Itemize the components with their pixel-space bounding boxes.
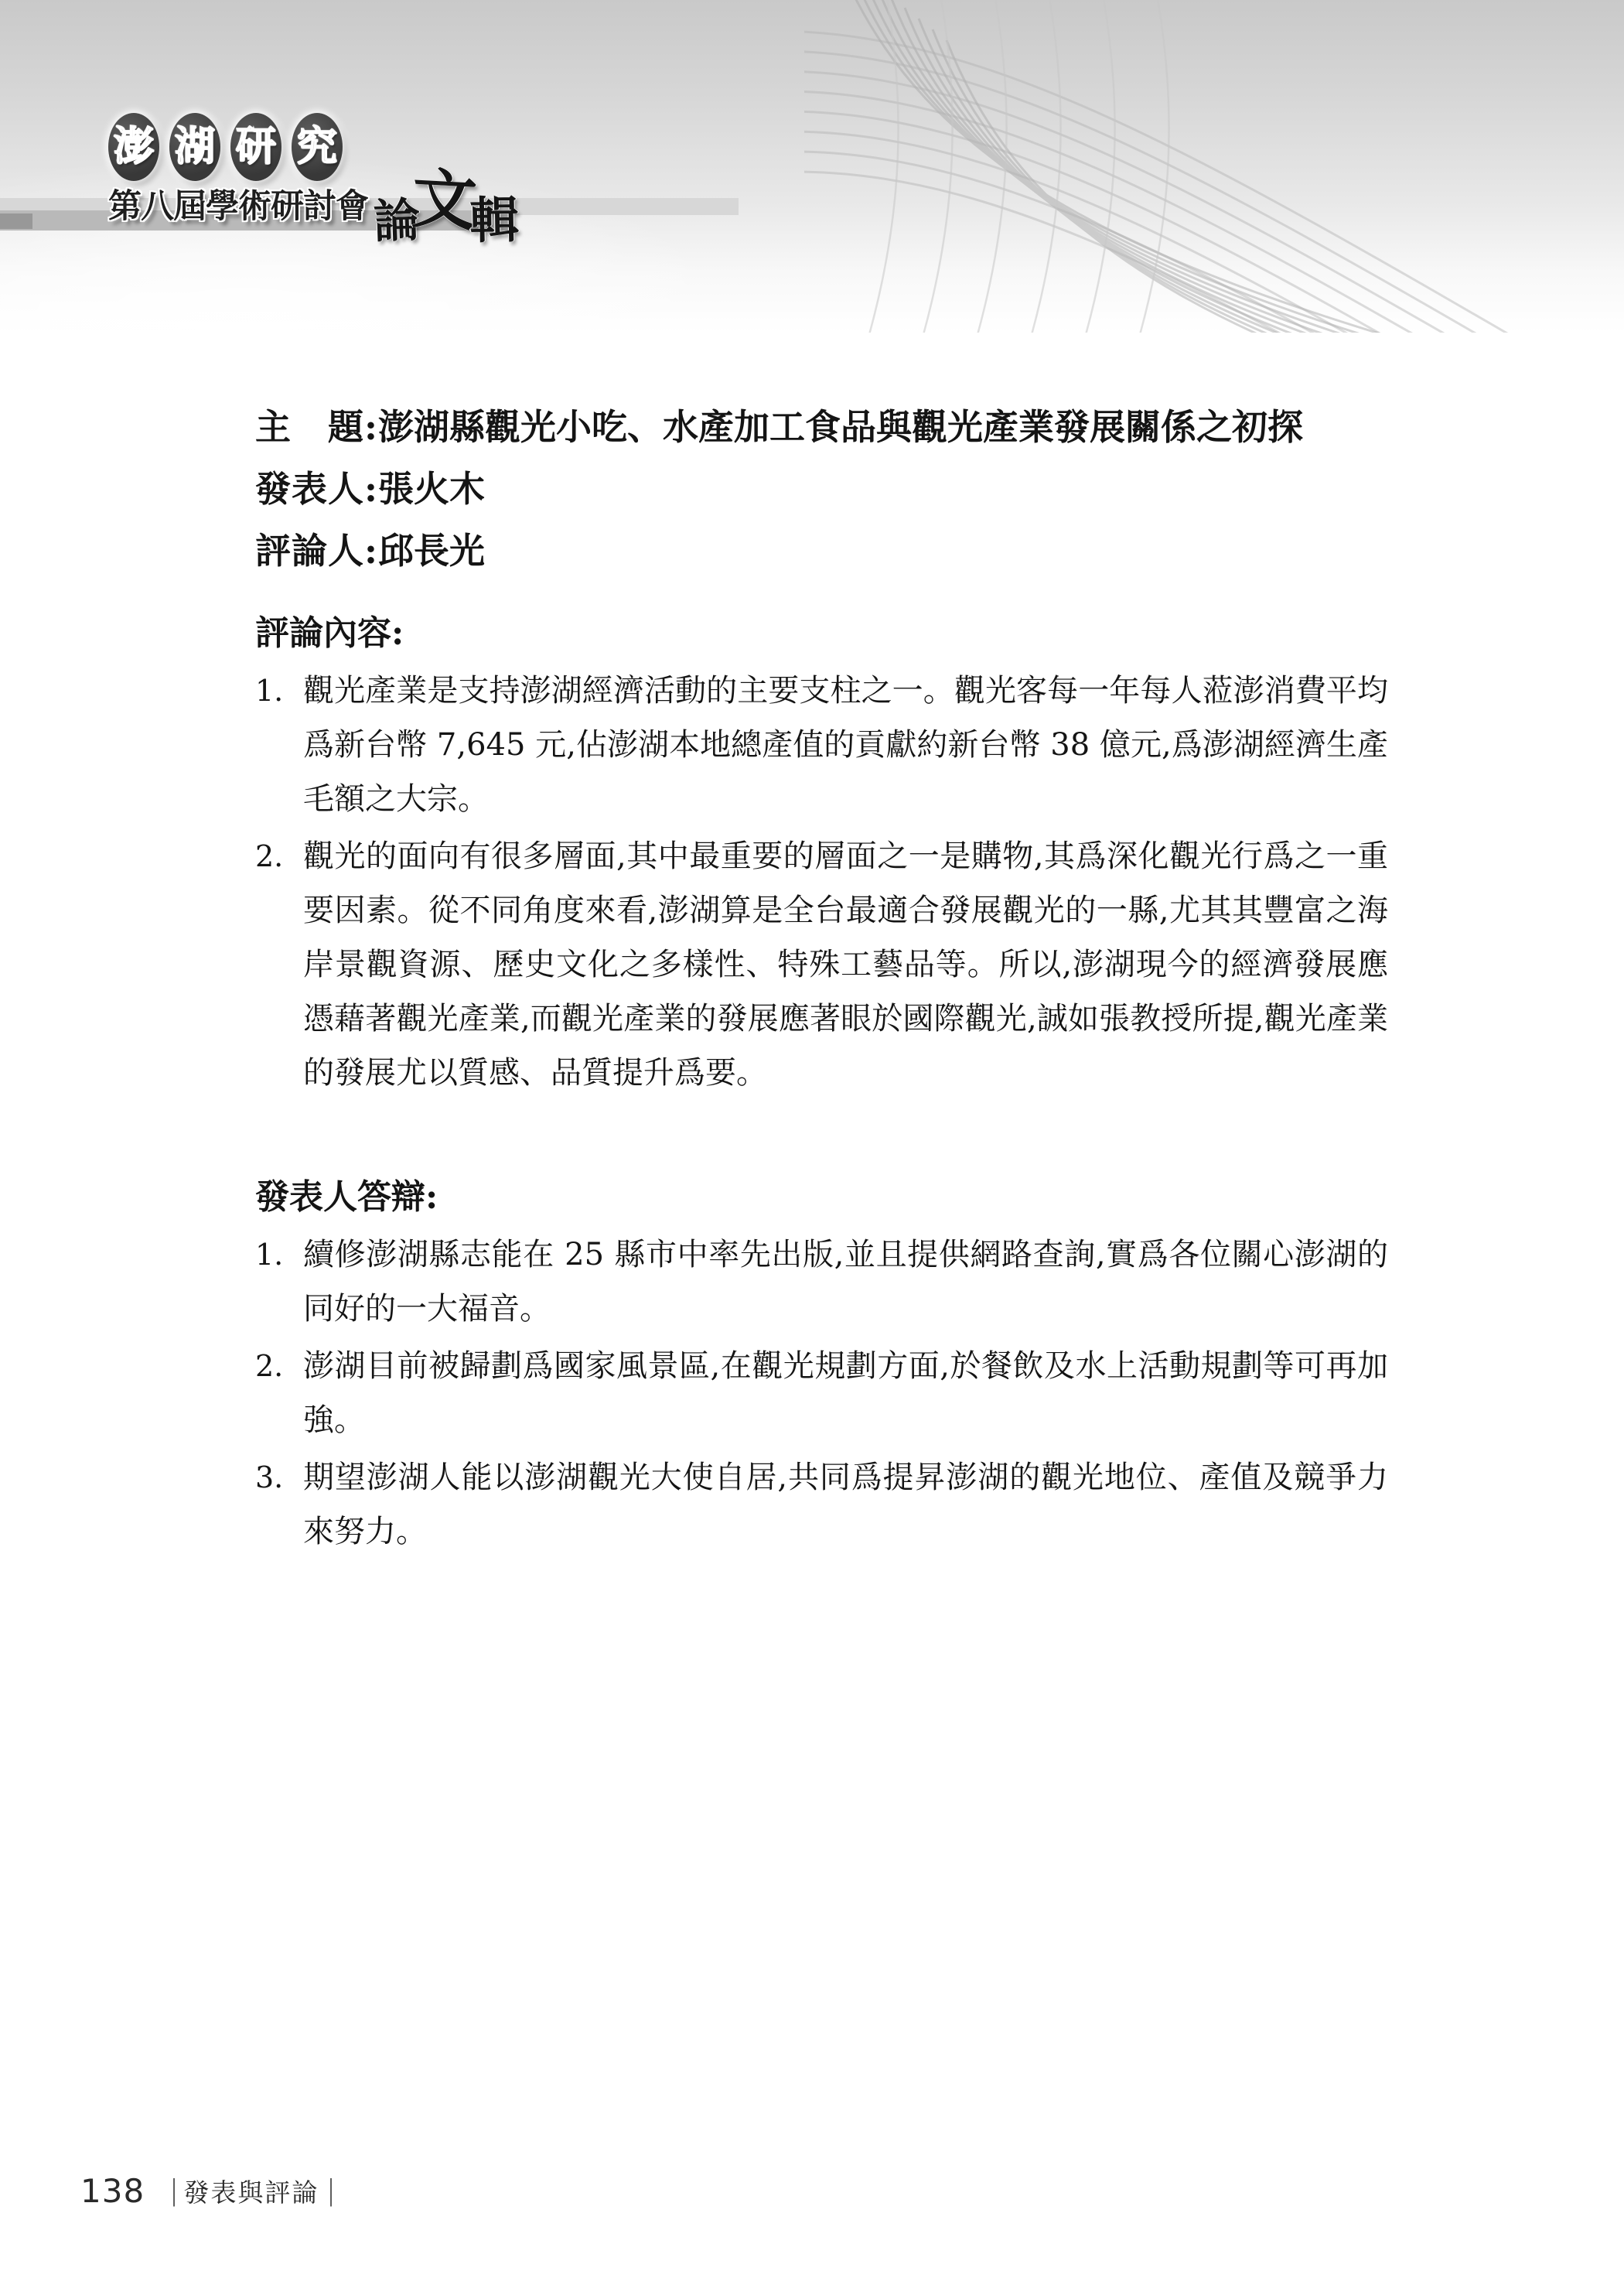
commentator-row — [255, 520, 1388, 582]
logo-char: 澎 — [113, 124, 154, 170]
calligraphy-char: 論 — [372, 193, 421, 250]
item-text: 澎湖目前被歸劃爲國家風景區,在觀光規劃方面,於餐飲及水上活動規劃等可再加強。 — [303, 1348, 1388, 1438]
logo-char: 研 — [235, 124, 276, 170]
divider-bar: | — [171, 2175, 177, 2207]
commentator-label: 評論人: — [255, 530, 378, 572]
topic-label: 主 題: — [255, 406, 378, 448]
list-item — [255, 829, 1388, 1100]
logo-circle — [169, 113, 220, 181]
item-text: 續修澎湖縣志能在 25 縣市中率先出版,並且提供網路查詢,實爲各位關心澎湖的同好的一大福音。 — [303, 1237, 1388, 1327]
meta-block — [255, 396, 1388, 582]
calligraphy-char: 文 — [410, 159, 479, 241]
document-body — [255, 396, 1388, 1562]
item-number: 3. — [255, 1460, 284, 1494]
item-number: 2. — [255, 839, 284, 873]
item-number: 2. — [255, 1349, 284, 1383]
presenter-row — [255, 458, 1388, 520]
reply-list — [255, 1228, 1388, 1559]
list-item — [255, 664, 1388, 826]
item-text: 期望澎湖人能以澎湖觀光大使自居,共同爲提昇澎湖的觀光地位、產值及競爭力來努力。 — [303, 1460, 1388, 1549]
comments-heading: 評論內容: — [255, 613, 404, 653]
reply-heading: 發表人答辯: — [255, 1177, 438, 1217]
divider-bar: | — [328, 2175, 335, 2207]
page-footer — [80, 2172, 343, 2210]
calligraphy-char: 輯 — [469, 191, 520, 251]
comments-list — [255, 664, 1388, 1100]
logo-char: 究 — [296, 124, 337, 170]
item-number: 1. — [255, 674, 284, 708]
presenter-label: 發表人: — [255, 468, 378, 510]
logo-penghu-research — [108, 113, 343, 181]
list-item — [255, 1228, 1388, 1336]
logo-circle — [292, 113, 343, 181]
item-text: 觀光產業是支持澎湖經濟活動的主要支柱之一。觀光客每一年每人蒞澎消費平均爲新台幣 7,645 元,佔澎湖本地總產值的貢獻約新台幣 38 億元,爲澎湖經濟生產毛額之大宗。 — [303, 673, 1388, 817]
page-number: 138 — [80, 2172, 145, 2210]
logo-char: 湖 — [174, 124, 215, 170]
topic-row — [255, 396, 1388, 458]
logo-circle — [108, 113, 159, 181]
presenter-value: 張火木 — [377, 468, 485, 510]
topic-value: 澎湖縣觀光小吃、水產加工食品與觀光產業發展關係之初探 — [377, 406, 1303, 448]
banner-subtitle: 第八屆學術研討會 — [108, 187, 368, 226]
banner-calligraphy — [372, 155, 520, 251]
swoosh-decoration — [804, 0, 1624, 333]
item-text: 觀光的面向有很多層面,其中最重要的層面之一是購物,其爲深化觀光行爲之一重要因素。從不同角度來看,澎湖算是全台最適合發展觀光的一縣,尤其其豐富之海岸景觀資源、歷史文化之多樣性、特殊工藝品等。所以,澎湖現今的經濟發展應憑藉著觀光產業,而觀光產業的發展應著眼於國際觀光,誠如張教授所提,觀光產業的發展尤以質感、品質提升爲要。 — [303, 838, 1388, 1091]
list-item — [255, 1450, 1388, 1559]
list-item — [255, 1339, 1388, 1447]
item-number: 1. — [255, 1238, 284, 1272]
logo-circle — [230, 113, 281, 181]
section-label: 發表與評論 — [183, 2177, 319, 2208]
banner-stripe-dark — [0, 213, 32, 229]
commentator-value: 邱長光 — [377, 530, 485, 572]
header-banner — [0, 0, 1624, 333]
